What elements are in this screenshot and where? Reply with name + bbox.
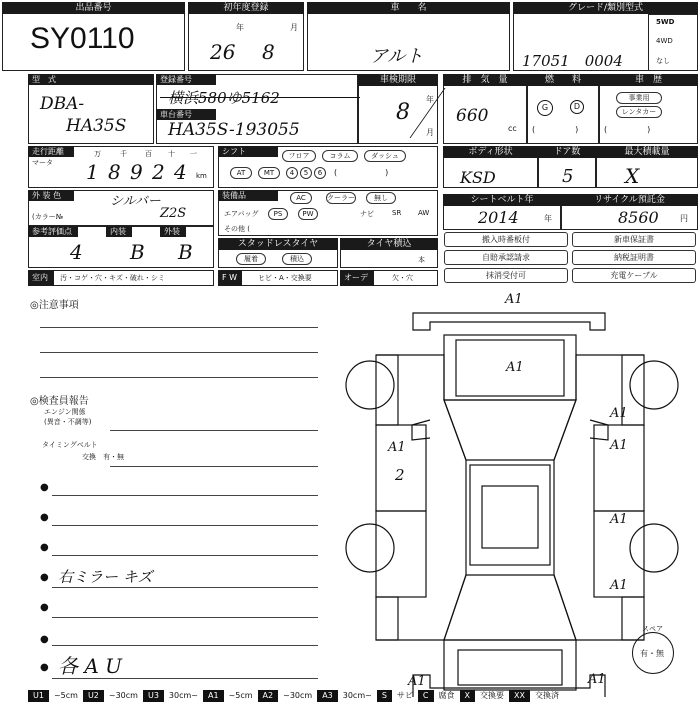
interior-value: B bbox=[130, 240, 145, 264]
fuel-label: 燃 料 bbox=[527, 74, 599, 86]
capacity-value: X bbox=[625, 164, 640, 188]
color-value: シルバー bbox=[110, 194, 161, 209]
equip-pw: PW bbox=[298, 208, 318, 220]
mileage-unit-km: km bbox=[196, 172, 207, 180]
shift-gear-5: 5 bbox=[300, 167, 312, 179]
diagram-mark-roof: A1 bbox=[506, 360, 524, 375]
mileage-digit-1: 8 bbox=[108, 160, 121, 184]
bullet-6-text: 各 A U bbox=[58, 654, 123, 678]
engine-label: エンジン関係 bbox=[44, 408, 86, 416]
inspector-label: ◎検査員報告 bbox=[30, 396, 89, 407]
bullet-4-line bbox=[52, 587, 318, 588]
shift-mt: MT bbox=[258, 167, 280, 179]
bullet-4-dot: ● bbox=[40, 572, 49, 583]
fw-label: F W bbox=[218, 270, 242, 286]
score-label: 参考評価点 bbox=[28, 226, 78, 237]
model-value-2: HA35S bbox=[66, 116, 127, 136]
history-business: 事業用 bbox=[616, 92, 662, 104]
diagram-mark-top: A1 bbox=[505, 292, 523, 307]
legend-key-5: A3 bbox=[317, 690, 338, 702]
mileage-label: 走行距離 bbox=[28, 146, 74, 157]
mileage-unit-2: 百 bbox=[145, 150, 152, 158]
diagram-mark-right-3: A1 bbox=[610, 512, 628, 527]
doors-value: 5 bbox=[562, 166, 574, 187]
legend-key-6: S bbox=[377, 690, 392, 702]
fuel-d: D bbox=[570, 100, 584, 114]
interior-label: 内装 bbox=[106, 226, 132, 237]
spare-label: スペア bbox=[642, 625, 663, 633]
legend-val-1: ~30cm bbox=[108, 691, 138, 700]
doc-tax: 納税証明書 bbox=[572, 250, 696, 265]
diagram-mark-right-4: A1 bbox=[610, 578, 628, 593]
color-label: 外 装 色 bbox=[28, 190, 74, 201]
model-value-1: DBA- bbox=[40, 94, 85, 114]
legend-key-1: U2 bbox=[83, 690, 104, 702]
shift-dash: ダッシュ bbox=[364, 150, 406, 162]
doc-cable: 充電ケーブル bbox=[572, 268, 696, 283]
seatbelt-unit: 年 bbox=[544, 214, 552, 223]
bullet-7-line bbox=[52, 678, 318, 679]
legend-key-3: A1 bbox=[203, 690, 224, 702]
displacement-label: 排 気 量 bbox=[443, 74, 527, 86]
diagram-mark-right-1: A1 bbox=[610, 406, 628, 421]
car-name-label: 車 名 bbox=[307, 2, 510, 14]
equip-ps: PS bbox=[268, 208, 288, 220]
caution-label: ◎注意事項 bbox=[30, 300, 79, 311]
recycle-label: リサイクル預託金 bbox=[561, 194, 698, 206]
engine-sub: (異音・不調等) bbox=[44, 418, 92, 426]
color-no-label: (カラー№ bbox=[32, 213, 64, 221]
bullet-5-line bbox=[52, 617, 318, 618]
equip-other: その他 ( bbox=[224, 225, 250, 233]
tire-load-label: タイヤ積込 bbox=[340, 238, 438, 250]
equip-sr: SR bbox=[392, 209, 402, 217]
mileage-digit-3: 2 bbox=[152, 160, 165, 184]
mileage-unit-0: 万 bbox=[94, 150, 101, 158]
equipment-label: 装備品 bbox=[218, 190, 278, 201]
legend-key-7: C bbox=[418, 690, 434, 702]
doc-plate: 搬入時番板付 bbox=[444, 232, 568, 247]
doc-new-warranty: 新車保証書 bbox=[572, 232, 696, 247]
doc-transfer: 自賠承認請求 bbox=[444, 250, 568, 265]
equip-cooler: クーラー bbox=[327, 194, 355, 202]
first-registration-month: 8 bbox=[262, 40, 275, 64]
bullet-4-text: 右ミラー キズ bbox=[58, 568, 153, 586]
fw-notes: ヒビ・A・交換要 bbox=[258, 274, 312, 282]
studless-mounted: 履着 bbox=[236, 253, 266, 265]
legend-val-7: 腐食 bbox=[438, 691, 455, 700]
diagram-mark-left-door: A1 bbox=[388, 440, 406, 455]
history-rental: レンタカー bbox=[616, 106, 662, 118]
score-value: 4 bbox=[70, 240, 83, 264]
interior-notes-label: 室内 bbox=[28, 270, 54, 286]
drive-none: なし bbox=[656, 57, 670, 65]
registration-number: 横浜580ゆ5162 bbox=[168, 89, 280, 107]
seatbelt-value: 2014 bbox=[478, 208, 519, 227]
exterior-label: 外装 bbox=[160, 226, 186, 237]
year-unit: 年 bbox=[236, 23, 244, 32]
mileage-digit-0: 1 bbox=[86, 160, 99, 184]
lot-number: SY0110 bbox=[30, 22, 135, 55]
timing-label: タイミングベルト bbox=[42, 441, 98, 449]
legend-key-0: U1 bbox=[28, 690, 49, 702]
legend-key-8: X bbox=[460, 690, 475, 702]
diagram-mark-bottom-left: A1 bbox=[408, 674, 426, 689]
drive-5wd: 5WD bbox=[656, 18, 675, 26]
month-unit: 月 bbox=[290, 23, 298, 32]
shift-floor: フロア bbox=[282, 150, 316, 162]
caution-line-2 bbox=[40, 352, 318, 353]
history-paren: ( ) bbox=[604, 125, 651, 134]
legend-key-9: XX bbox=[509, 690, 530, 702]
equip-none: 無し bbox=[366, 192, 396, 204]
seatbelt-label: シートベルト年 bbox=[443, 194, 561, 206]
diagram-mark-left-door-2: 2 bbox=[395, 466, 405, 484]
recycle-value: 8560 bbox=[618, 208, 659, 227]
grade-label: グレード/類別型式 bbox=[513, 2, 698, 14]
registration-strike bbox=[160, 97, 360, 98]
shift-gear-4: 4 bbox=[286, 167, 298, 179]
legend-val-8: 交換要 bbox=[479, 691, 504, 700]
exterior-value: B bbox=[178, 240, 193, 264]
timing-line bbox=[110, 466, 318, 467]
diagram-mark-right-2: A1 bbox=[610, 438, 628, 453]
mileage-unit-3: 十 bbox=[168, 150, 175, 158]
bullet-3-line bbox=[52, 555, 318, 556]
shift-paren: ( ) bbox=[334, 168, 389, 177]
bullet-2-dot: ● bbox=[40, 512, 49, 523]
mileage-unit-4: 一 bbox=[190, 150, 197, 158]
inspection-label: 車検期限 bbox=[358, 74, 438, 86]
color-no: Z2S bbox=[160, 206, 187, 221]
lot-number-label: 出品番号 bbox=[2, 2, 185, 14]
inspection-month-unit: 月 bbox=[426, 128, 434, 137]
bullet-6-dot: ● bbox=[40, 634, 49, 645]
bullet-1-line bbox=[52, 495, 318, 496]
equip-airbag: エアバッグ bbox=[224, 210, 259, 218]
displacement-unit: cc bbox=[508, 124, 517, 133]
car-name: アルト bbox=[370, 46, 424, 67]
studless-loaded: 積込 bbox=[282, 253, 312, 265]
equip-alu: AW bbox=[418, 209, 430, 217]
grade-value: 17051 0004 bbox=[522, 52, 623, 70]
shift-at: AT bbox=[230, 167, 252, 179]
first-registration-label: 初年度登録 bbox=[188, 2, 304, 14]
inspection-year-unit: 年 bbox=[426, 95, 434, 104]
bullet-6-line bbox=[52, 645, 318, 646]
audio-notes: 欠・穴 bbox=[392, 274, 413, 282]
mileage-digit-2: 9 bbox=[130, 160, 143, 184]
model-label: 型 式 bbox=[28, 74, 154, 85]
bullet-7-dot: ● bbox=[40, 662, 49, 673]
fuel-g: G bbox=[537, 100, 553, 116]
mileage-digit-4: 4 bbox=[174, 160, 187, 184]
bullet-1-dot: ● bbox=[40, 482, 49, 493]
shift-column: コラム bbox=[322, 150, 358, 162]
caution-line-3 bbox=[40, 377, 318, 378]
history-label: 車 歴 bbox=[599, 74, 698, 86]
mileage-marker: マータ bbox=[32, 159, 53, 167]
doc-cancel: 抹消受付可 bbox=[444, 268, 568, 283]
first-registration-year: 26 bbox=[210, 40, 236, 64]
bullet-2-line bbox=[52, 525, 318, 526]
drive-4wd: 4WD bbox=[656, 37, 673, 45]
legend-key-2: U3 bbox=[143, 690, 164, 702]
legend-val-3: ~5cm bbox=[228, 691, 253, 700]
legend-val-9: 交換済 bbox=[534, 691, 559, 700]
shift-gear-6: 6 bbox=[314, 167, 326, 179]
displacement-value: 660 bbox=[456, 106, 489, 126]
engine-line bbox=[110, 430, 318, 431]
tire-load-unit: 本 bbox=[418, 256, 425, 264]
chassis-number: HA35S-193055 bbox=[168, 120, 300, 140]
legend-val-6: サビ bbox=[396, 691, 413, 700]
capacity-label: 最大積載量 bbox=[596, 146, 698, 158]
equip-ac: AC bbox=[290, 192, 312, 204]
legend-val-5: 30cm~ bbox=[342, 691, 372, 700]
shift-label: シフト bbox=[218, 146, 278, 157]
recycle-unit: 円 bbox=[680, 214, 688, 223]
audio-label: オーディオ bbox=[340, 270, 374, 286]
doors-label: ドア数 bbox=[538, 146, 596, 158]
timing-sub: 交換 有・無 bbox=[82, 453, 124, 461]
studless-label: スタッドレスタイヤ bbox=[218, 238, 338, 250]
diagram-mark-bottom-right: A1 bbox=[588, 672, 606, 687]
mileage-unit-1: 千 bbox=[120, 150, 127, 158]
legend-key-4: A2 bbox=[258, 690, 279, 702]
inspection-value: 8 bbox=[396, 100, 410, 125]
equip-navi: ナビ bbox=[360, 210, 374, 218]
fuel-paren: ( ) bbox=[532, 125, 579, 134]
legend-val-2: 30cm~ bbox=[168, 691, 198, 700]
caution-line-1 bbox=[40, 327, 318, 328]
bullet-3-dot: ● bbox=[40, 542, 49, 553]
chassis-label: 車台番号 bbox=[156, 109, 216, 120]
body-value: KSD bbox=[460, 168, 496, 187]
registration-label: 登録番号 bbox=[156, 74, 216, 85]
interior-notes: 汚・コゲ・穴・キズ・破れ・シミ bbox=[60, 274, 165, 282]
body-label: ボディ形状 bbox=[443, 146, 538, 158]
bullet-5-dot: ● bbox=[40, 602, 49, 613]
legend-val-0: ~5cm bbox=[53, 691, 78, 700]
spare-options: 有・無 bbox=[640, 649, 664, 658]
legend-val-4: ~30cm bbox=[283, 691, 313, 700]
